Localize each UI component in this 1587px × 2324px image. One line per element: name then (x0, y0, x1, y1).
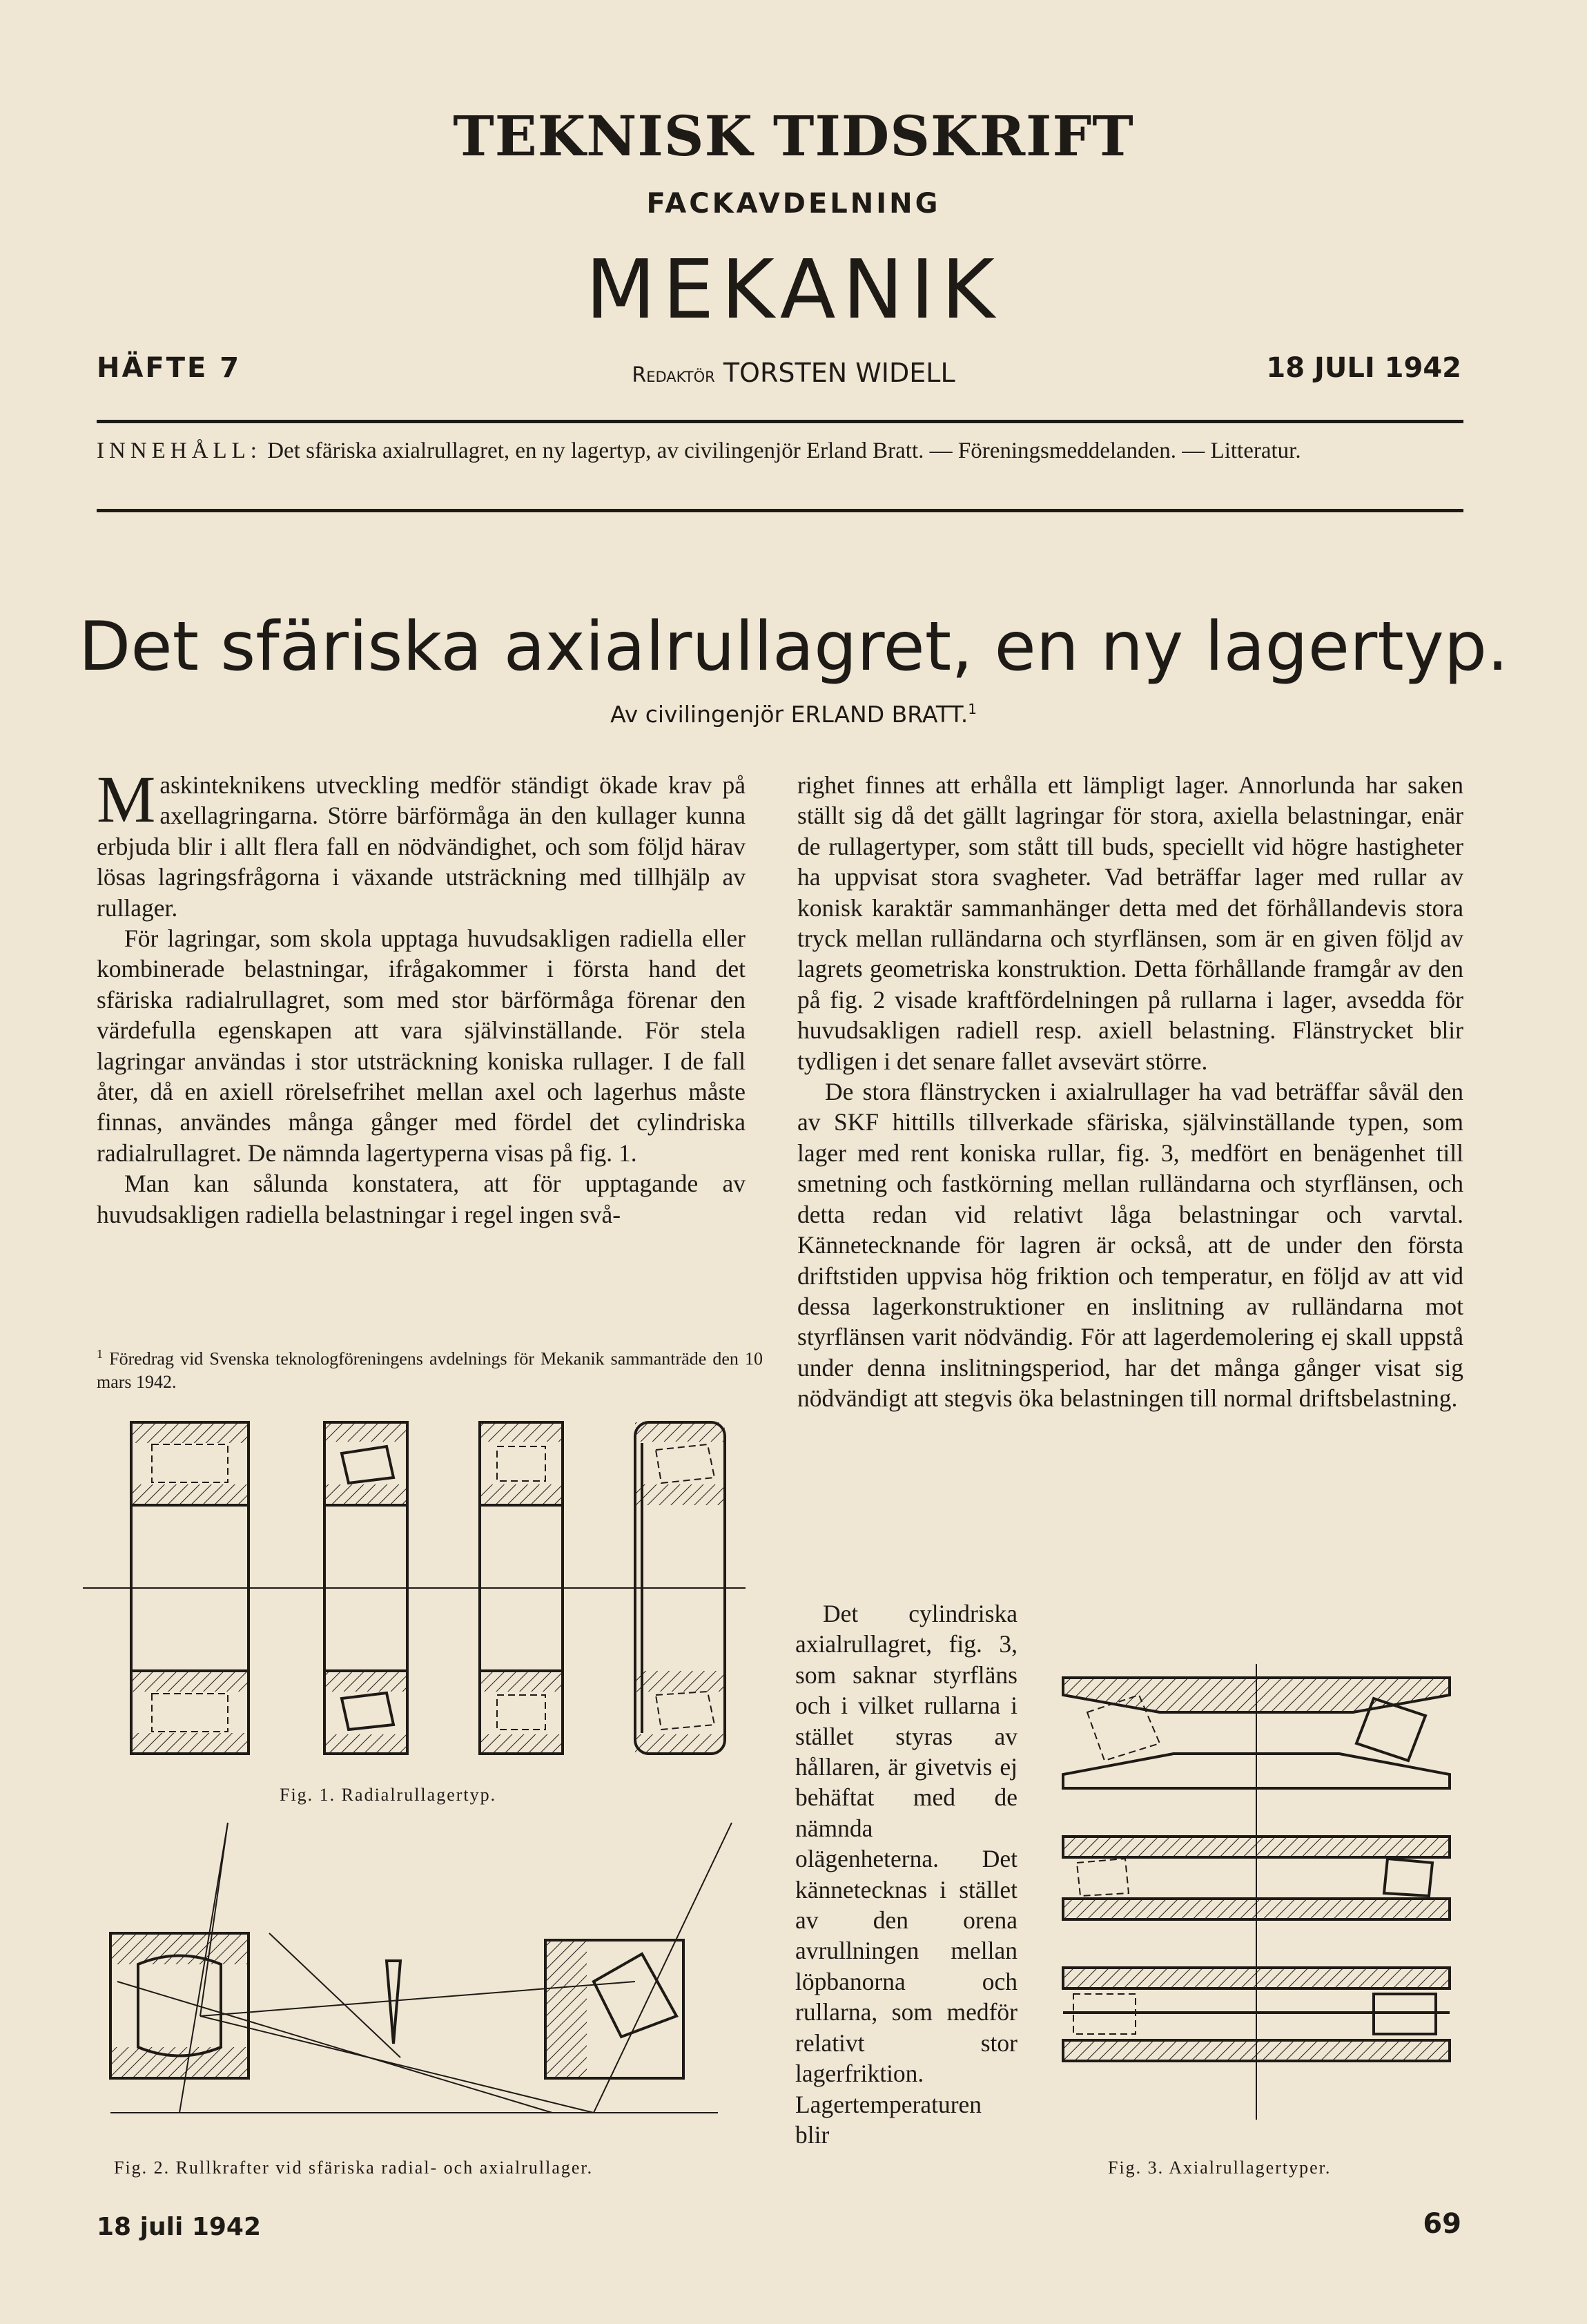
journal-subtitle: FACKAVDELNING (646, 188, 941, 220)
paragraph-5: De stora flänstrycken i axialrullager ha vad beträffar såväl den av SKF hittills tillverkade sfäriska, självinställande typen, som lager med rent koniska rullar, fig. 3, medfört en benägenhet till smetning och fastkörning mellan rulländarna och styrflänsen, och detta redan vid relativt låga belastningar och varvtal. Kännetecknande för lagren är också, att de under den första driftstiden uppvisa hög friktion och temperatur, en följd av att vid dessa lagerkonstruktioner en inslitning av rulländarna mot styrflänsen varit nödvändig. För att lagerdemolering ej skall uppstå under denna inslitningsperiod, har det många gånger visat sig nödvändigt att stegvis öka belastningen till normal driftsbelastning. (797, 1078, 1463, 1413)
figure-3-drawing (1049, 1664, 1477, 2133)
fig2-radial-bearing (110, 1933, 249, 2078)
column-left (97, 762, 746, 1230)
page-number: 69 (1423, 2208, 1461, 2240)
footnote-number: 1 (97, 1347, 103, 1361)
article-title: Det sfäriska axialrullagret, en ny lagertyp. (78, 608, 1509, 686)
issue-number: HÄFTE 7 (97, 352, 242, 384)
contents-label: INNEHÅLL: (97, 438, 262, 463)
byline (0, 701, 1587, 728)
footer-date: 18 juli 1942 (97, 2213, 262, 2241)
issue-date: 18 JULI 1942 (1266, 352, 1461, 384)
column-right-narrow (795, 1598, 1018, 2150)
paragraph-1 (97, 762, 746, 923)
table-of-contents (97, 434, 1467, 468)
fig2-axial-bearing (545, 1940, 683, 2078)
footnote-text: Föredrag vid Svenska teknologföreningens avdelnings för Mekanik sammanträde den 10 mars 1942. (97, 1348, 763, 1392)
byline-text: Av civilingenjör ERLAND BRATT. (610, 701, 968, 728)
journal-title: TEKNISK TIDSKRIFT (453, 104, 1134, 168)
contents-top-rule (97, 420, 1463, 423)
figure-1-drawing (83, 1402, 746, 1774)
editor-prefix: Redaktör (632, 363, 715, 387)
paragraph-6: Det cylindriska axialrullagret, fig. 3, som saknar styrfläns och i vilket rullarna i stället styras av hållaren, är givetvis ej behäftat med de nämnda olägenheterna. Det kännetecknas i stället av den orena avrullningen mellan löpbanorna och rullarna, som medför relativt stor lagerfriktion. Lagertemperaturen blir (795, 1600, 1018, 2149)
paragraph-1-text: askinteknikens utveckling medför ständigt ökade krav på axellagringarna. Större bärförmåga än den kullager kunna erbjuda blir i allt flera fall en nödvändighet, och som följd härav lösas lagringsfrågorna i växande utsträckning med tillhjälp av rullager. (97, 771, 746, 922)
column-right (797, 770, 1463, 1414)
figure-1-caption: Fig. 1. Radialrullagertyp. (280, 1785, 497, 1805)
figure-2-drawing (97, 1809, 752, 2133)
contents-bottom-rule (97, 509, 1463, 512)
figure-3-caption: Fig. 3. Axialrullagertyper. (1108, 2158, 1332, 2178)
paragraph-3: Man kan sålunda konstatera, att för upptagande av huvudsakligen radiella belastningar i regel ingen svå- (97, 1170, 746, 1228)
footnote (97, 1343, 763, 1393)
contents-text: Det sfäriska axialrullagret, en ny lagertyp, av civilingenjör Erland Bratt. — Föreningsmeddelanden. — Litteratur. (267, 438, 1301, 463)
drop-cap: M (97, 762, 156, 836)
paragraph-2: För lagringar, som skola upptaga huvudsakligen radiella eller kombinerade belastningar, ifrågakommer i första hand det sfäriska radialrullagret, som med stor bärförmåga förenar den värdefulla egenskapen att vara självinställande. För stela lagringar användas i stor utsträckning koniska rullager. I de fall åter, då en axiell rörelsefrihet mellan axel och lagerhus måste finnas, användes många gånger med fördel det cylindriska radialrullagret. De nämnda lagertyperna visas på fig. 1. (97, 924, 746, 1167)
editor-name: TORSTEN WIDELL (723, 358, 955, 388)
paragraph-4: righet finnes att erhålla ett lämpligt lager. Annorlunda har saken ställt sig då det gällt lagringar för stora, axiella belastningar, enär de rullagertyper, som stått till buds, speciellt vid högre hastigheter ha uppvisat stora svagheter. Vad beträffar lager med rullar av konisk karaktär sammanhänger detta med det förhållandevis stora tryck mellan rulländarna och styrflänsen, som är en given följd av lagrets geometriska konstruktion. Detta förhållande framgår av den på fig. 2 visade kraftfördelningen på rullarna i lager, avsedda för huvudsakligen radiell resp. axiell belastning. Flänstrycket blir tydligen i det senare fallet avsevärt större. (797, 771, 1463, 1075)
byline-footnote-ref: 1 (968, 701, 977, 717)
figure-2-caption: Fig. 2. Rullkrafter vid sfäriska radial- och axialrullager. (114, 2158, 594, 2178)
section-title: MEKANIK (585, 242, 1002, 337)
